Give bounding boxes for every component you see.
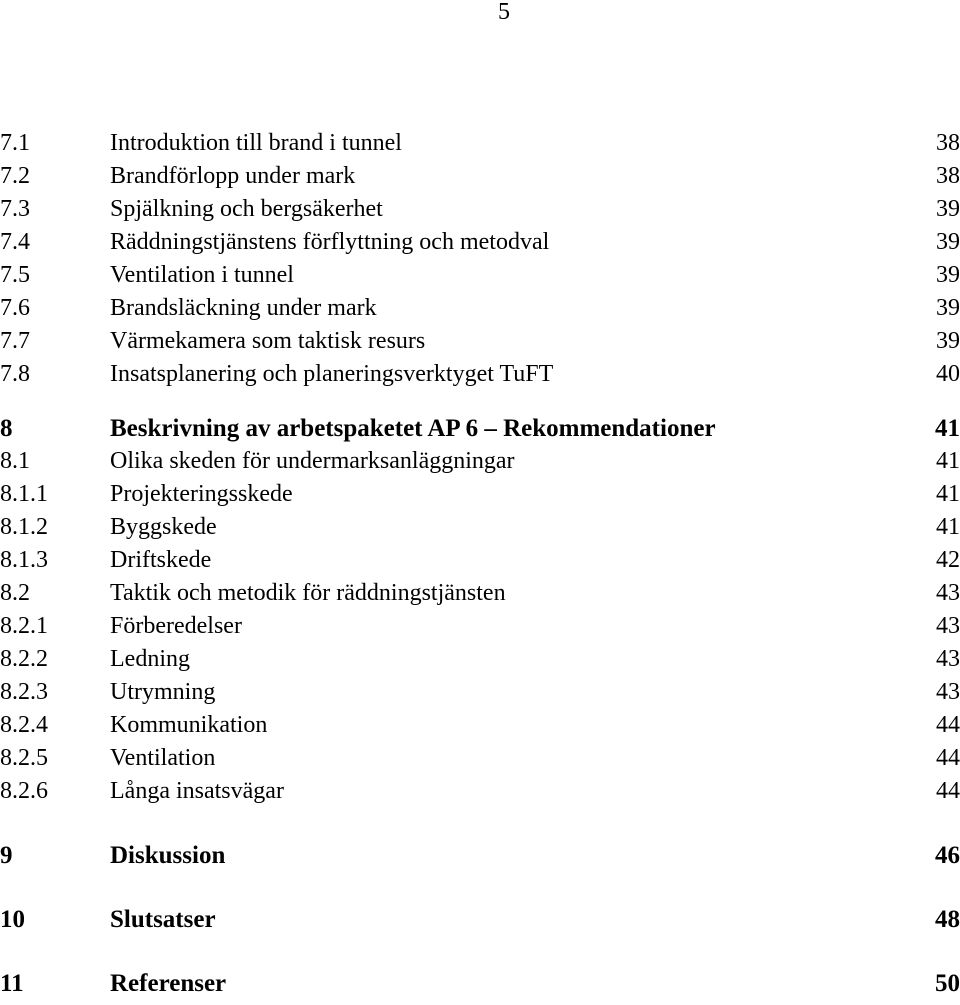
toc-entry-7-5: [0, 259, 960, 292]
toc-entry-page: 50: [935, 970, 960, 997]
toc-entry-page: 43: [936, 679, 960, 705]
toc-entry-page: 40: [936, 361, 960, 387]
toc-entry-8-1-2: [0, 511, 960, 544]
toc-entry-page: 44: [936, 745, 960, 771]
toc-entry-page: 39: [936, 262, 960, 288]
toc-entry-11: [0, 967, 960, 1000]
toc-entry-page: 41: [936, 514, 960, 540]
toc-entry-number: 8: [0, 415, 13, 442]
toc-entry-7-6: [0, 292, 960, 325]
toc-entry-title: Byggskede: [110, 514, 217, 540]
toc-entry-title: Referenser: [110, 970, 227, 997]
toc-entry-page: 38: [936, 130, 960, 156]
toc-entry-7-2: [0, 160, 960, 193]
toc-entry-8-2-6: [0, 775, 960, 808]
toc-entry-title: Slutsatser: [110, 906, 216, 933]
toc-entry-page: 41: [935, 415, 960, 442]
toc-entry-title: Ventilation: [110, 745, 216, 771]
toc-entry-title: Taktik och metodik för räddningstjänsten: [110, 580, 506, 606]
toc-entry-number: 7.7: [0, 328, 30, 354]
toc-entry-page: 44: [936, 712, 960, 738]
toc-entry-number: 7.6: [0, 295, 30, 321]
toc-entry-8-2: [0, 577, 960, 610]
toc-entry-8-2-5: [0, 742, 960, 775]
toc-entry-number: 7.1: [0, 130, 30, 156]
toc-entry-9: [0, 839, 960, 872]
toc-entry-title: Utrymning: [110, 679, 216, 705]
toc-entry-8-1-3: [0, 544, 960, 577]
toc-entry-number: 8.2.1: [0, 613, 48, 639]
toc-entry-number: 7.8: [0, 361, 30, 387]
toc-entry-number: 8.2.5: [0, 745, 48, 771]
toc-entry-title: Diskussion: [110, 842, 226, 869]
toc-entry-page: 39: [936, 196, 960, 222]
toc-entry-title: Projekteringsskede: [110, 481, 293, 507]
toc-entry-8-2-3: [0, 676, 960, 709]
toc-entry-title: Ventilation i tunnel: [110, 262, 294, 288]
toc-entry-number: 7.3: [0, 196, 30, 222]
toc-entry-number: 8.1: [0, 448, 30, 474]
toc-entry-page: 46: [935, 842, 960, 869]
toc-entry-page: 44: [936, 778, 960, 804]
toc-entry-title: Brandförlopp under mark: [110, 163, 356, 189]
table-of-contents: [0, 127, 960, 1000]
toc-entry-number: 7.5: [0, 262, 30, 288]
toc-entry-number: 7.4: [0, 229, 30, 255]
toc-entry-page: 38: [936, 163, 960, 189]
toc-entry-8-2-1: [0, 610, 960, 643]
toc-entry-page: 41: [936, 448, 960, 474]
toc-entry-7-7: [0, 325, 960, 358]
toc-entry-page: 41: [936, 481, 960, 507]
toc-entry-number: 10: [0, 906, 25, 933]
toc-entry-number: 8.2.6: [0, 778, 48, 804]
toc-entry-page: 43: [936, 613, 960, 639]
toc-entry-title: Ledning: [110, 646, 190, 672]
toc-entry-7-8: [0, 358, 960, 391]
toc-entry-title: Förberedelser: [110, 613, 242, 639]
toc-entry-10: [0, 903, 960, 936]
toc-entry-title: Värmekamera som taktisk resurs: [110, 328, 426, 354]
toc-entry-number: 8.2.4: [0, 712, 48, 738]
toc-entry-title: Kommunikation: [110, 712, 268, 738]
toc-entry-7-3: [0, 193, 960, 226]
toc-entry-number: 8.2.2: [0, 646, 48, 672]
toc-entry-8-2-4: [0, 709, 960, 742]
toc-entry-title: Driftskede: [110, 547, 212, 573]
toc-entry-title: Beskrivning av arbetspaketet AP 6 – Rekommendationer: [110, 415, 716, 442]
toc-entry-page: 39: [936, 229, 960, 255]
toc-entry-7-1: [0, 127, 960, 160]
toc-entry-8-1: [0, 445, 960, 478]
toc-entry-8-2-2: [0, 643, 960, 676]
toc-entry-title: Introduktion till brand i tunnel: [110, 130, 402, 156]
toc-entry-number: 9: [0, 842, 13, 869]
toc-entry-page: 39: [936, 295, 960, 321]
toc-entry-number: 11: [0, 970, 24, 997]
toc-entry-title: Spjälkning och bergsäkerhet: [110, 196, 383, 222]
toc-entry-page: 42: [936, 547, 960, 573]
toc-entry-number: 8.2.3: [0, 679, 48, 705]
toc-entry-title: Olika skeden för undermarksanläggningar: [110, 448, 515, 474]
toc-entry-title: Räddningstjänstens förflyttning och metodval: [110, 229, 550, 255]
toc-entry-number: 8.1.2: [0, 514, 48, 540]
toc-entry-title: Insatsplanering och planeringsverktyget TuFT: [110, 361, 554, 387]
toc-entry-number: 8.1.3: [0, 547, 48, 573]
toc-entry-page: 43: [936, 580, 960, 606]
toc-entry-7-4: [0, 226, 960, 259]
toc-entry-title: Långa insatsvägar: [110, 778, 284, 804]
toc-entry-8: [0, 412, 960, 445]
toc-entry-page: 43: [936, 646, 960, 672]
toc-entry-page: 39: [936, 328, 960, 354]
toc-entry-page: 48: [935, 906, 960, 933]
toc-entry-title: Brandsläckning under mark: [110, 295, 377, 321]
toc-entry-number: 8.2: [0, 580, 30, 606]
toc-entry-8-1-1: [0, 478, 960, 511]
toc-entry-number: 7.2: [0, 163, 30, 189]
toc-entry-number: 8.1.1: [0, 481, 48, 507]
page-number: 5: [498, 0, 510, 25]
